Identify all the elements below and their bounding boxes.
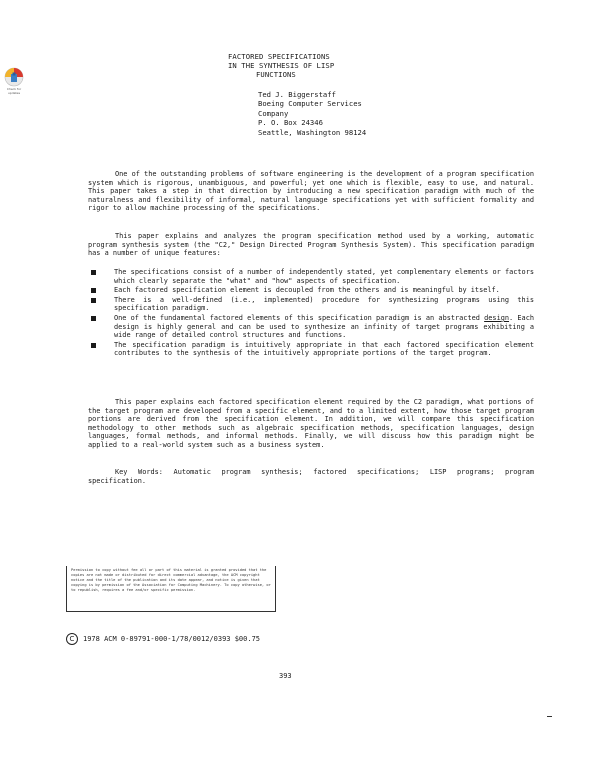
bullet-square-icon (91, 343, 96, 348)
crossmark-icon (2, 66, 26, 88)
title-line: IN THE SYNTHESIS OF LISP (228, 61, 335, 70)
bullet-square-icon (91, 270, 96, 275)
paper-title (228, 52, 378, 79)
list-item: There is a well-defined (i.e., implemented) procedure for synthesizing programs using this specification paradigm. (88, 296, 534, 313)
crossmark-label: Check for updates (6, 87, 22, 95)
permission-notice: Permission to copy without fee all or part of this material is granted provided that the copies are not made or distributed for direct commercial advantage, the ACM copyright notice and the title of the publication and its date appear, and notice is given that copying is by permission of the Association for Computing Machinery. To copy otherwise, or to republish, requires a fee and/or specific permission. (66, 566, 276, 612)
list-item: One of the fundamental factored elements of this specification paradigm is an abstracted design. Each design is highly general and can be used to synthesize an infinity of target programs exhibiting a wide range of detailed control structures and functions. (88, 314, 534, 340)
title-line: FACTORED SPECIFICATIONS (228, 52, 330, 61)
abstract-paragraph-3: This paper explains each factored specification element required by the C2 paradigm, what portions of the target program are developed from a specific element, and to a limited extent, how those target program portions are derived from the specification element. In addition, we will compare this specification methodology to other methods such as algebraic specification methods, specification languages, design languages, formal methods, and informal methods. Finally, we will discuss how this paradigm might be applied to a real-world system such as a business system. (88, 398, 534, 449)
title-line: FUNCTIONS (256, 70, 296, 79)
abstract-paragraph-1: One of the outstanding problems of software engineering is the development of a program specification system which is rigorous, unambiguous, and powerful; yet one which is flexible, easy to use, and natural. This paper takes a step in that direction by introducing a new specification paradigm with much of the naturalness and flexibility of informal, natural language specifications yet with sufficient formality and rigor to allow machine processing of the specifications. (88, 170, 534, 213)
bullet-square-icon (91, 316, 96, 321)
copyright-line (66, 633, 260, 645)
author-block (258, 90, 366, 137)
feature-list (88, 268, 534, 359)
copyright-text: 1978 ACM 0-89791-000-1/78/0012/0393 $00.75 (83, 634, 261, 643)
list-item: The specification paradigm is intuitively appropriate in that each factored specification element contributes to the synthesis of the intuitively appropriate portions of the target program. (88, 341, 534, 358)
author-affiliation: Company (258, 108, 289, 118)
abstract-paragraph-2: This paper explains and analyzes the program specification method used by a working, automatic program synthesis system (the "C2," Design Directed Program Synthesis System). This specification paradigm has a number of unique features: (88, 232, 534, 258)
copyright-icon: C (66, 633, 78, 645)
bullet-square-icon (91, 298, 96, 303)
author-name: Ted J. Biggerstaff (258, 90, 336, 99)
author-address: P. O. Box 24346 (258, 118, 323, 128)
bullet-square-icon (91, 288, 96, 293)
crossmark-logo[interactable] (2, 66, 26, 100)
keywords: Key Words: Automatic program synthesis; factored specifications; LISP programs; program specification. (88, 468, 534, 485)
list-item: Each factored specification element is decoupled from the others and is meaningful by itself. (88, 286, 534, 295)
list-item: The specifications consist of a number of independently stated, yet complementary elements or factors which clearly separate the "what" and "how" aspects of specification. (88, 268, 534, 285)
author-affiliation: Boeing Computer Services (258, 99, 362, 109)
page-number: 393 (279, 672, 292, 680)
author-address: Seattle, Washington 98124 (258, 127, 367, 137)
scan-mark (547, 716, 552, 717)
